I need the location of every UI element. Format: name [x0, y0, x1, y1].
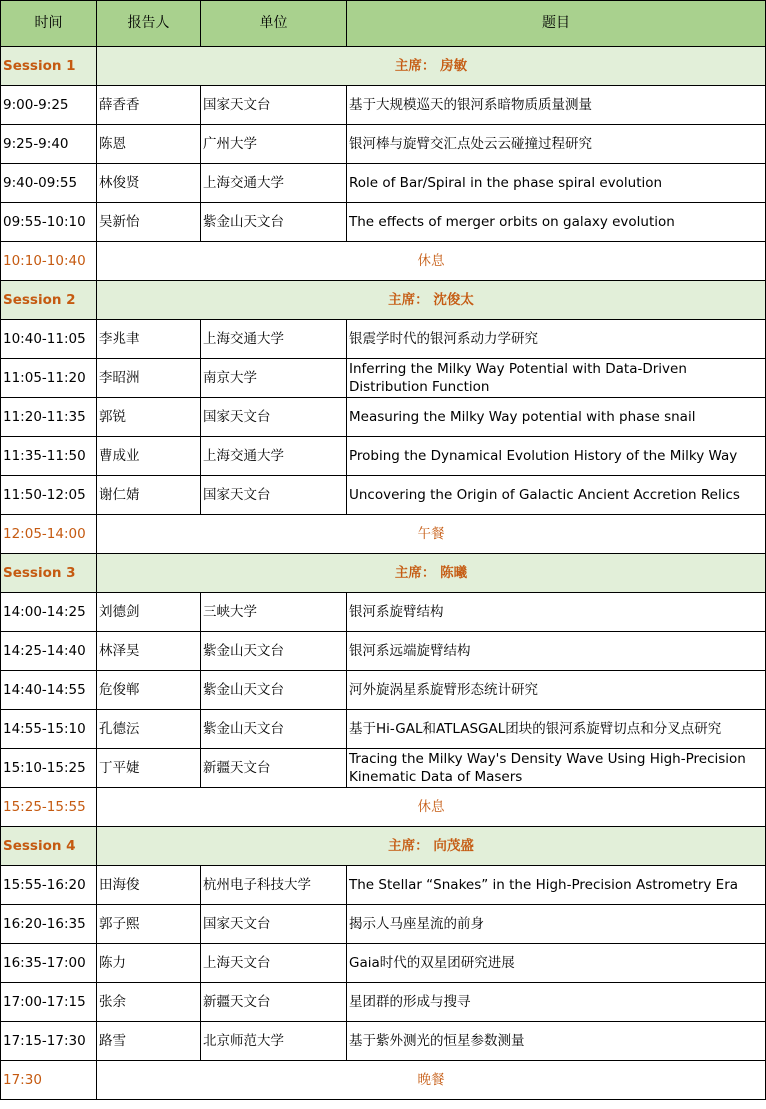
talk-row [1, 86, 766, 125]
talk-title: 揭示人马座星流的前身 [347, 905, 766, 944]
talk-unit: 紫金山天文台 [201, 203, 347, 242]
break-label: 晚餐 [97, 1061, 766, 1100]
break-label: 午餐 [97, 515, 766, 554]
break-time: 10:10-10:40 [1, 242, 97, 281]
talk-row [1, 437, 766, 476]
talk-time: 16:20-16:35 [1, 905, 97, 944]
talk-unit: 紫金山天文台 [201, 632, 347, 671]
talk-unit: 上海交通大学 [201, 320, 347, 359]
talk-time: 09:55-10:10 [1, 203, 97, 242]
header-time: 时间 [1, 1, 97, 47]
talk-time: 11:35-11:50 [1, 437, 97, 476]
talk-row [1, 710, 766, 749]
talk-row [1, 125, 766, 164]
talk-speaker: 林俊贤 [97, 164, 201, 203]
talk-unit: 新疆天文台 [201, 749, 347, 788]
break-row [1, 515, 766, 554]
talk-title: 基于大规模巡天的银河系暗物质质量测量 [347, 86, 766, 125]
talk-title: Gaia时代的双星团研究进展 [347, 944, 766, 983]
header-unit: 单位 [201, 1, 347, 47]
talk-speaker: 丁平婕 [97, 749, 201, 788]
talk-title: Role of Bar/Spiral in the phase spiral evolution [347, 164, 766, 203]
talk-speaker: 林泽昊 [97, 632, 201, 671]
talk-time: 15:10-15:25 [1, 749, 97, 788]
talk-title: The effects of merger orbits on galaxy evolution [347, 203, 766, 242]
talk-unit: 紫金山天文台 [201, 710, 347, 749]
talk-row [1, 905, 766, 944]
break-row [1, 788, 766, 827]
header-speaker: 报告人 [97, 1, 201, 47]
session-name: Session 1 [1, 47, 97, 86]
talk-speaker: 陈恩 [97, 125, 201, 164]
break-label: 休息 [97, 788, 766, 827]
talk-speaker: 田海俊 [97, 866, 201, 905]
talk-speaker: 张余 [97, 983, 201, 1022]
talk-row [1, 671, 766, 710]
talk-time: 9:25-9:40 [1, 125, 97, 164]
talk-unit: 国家天文台 [201, 86, 347, 125]
talk-speaker: 郭子熙 [97, 905, 201, 944]
talk-unit: 国家天文台 [201, 905, 347, 944]
talk-title: 基于紫外测光的恒星参数测量 [347, 1022, 766, 1061]
talk-row [1, 749, 766, 788]
talk-unit: 国家天文台 [201, 476, 347, 515]
talk-time: 14:00-14:25 [1, 593, 97, 632]
talk-title: Uncovering the Origin of Galactic Ancient Accretion Relics [347, 476, 766, 515]
talk-time: 10:40-11:05 [1, 320, 97, 359]
talk-speaker: 郭锐 [97, 398, 201, 437]
session-chair: 主席： 沈俊太 [97, 281, 766, 320]
talk-row [1, 1022, 766, 1061]
talk-title: Probing the Dynamical Evolution History of the Milky Way [347, 437, 766, 476]
talk-speaker: 陈力 [97, 944, 201, 983]
talk-time: 11:20-11:35 [1, 398, 97, 437]
talk-time: 14:55-15:10 [1, 710, 97, 749]
talk-unit: 上海交通大学 [201, 164, 347, 203]
talk-title: Measuring the Milky Way potential with phase snail [347, 398, 766, 437]
talk-title: 银河棒与旋臂交汇点处云云碰撞过程研究 [347, 125, 766, 164]
talk-speaker: 李兆聿 [97, 320, 201, 359]
talk-row [1, 203, 766, 242]
talk-row [1, 944, 766, 983]
talk-unit: 杭州电子科技大学 [201, 866, 347, 905]
talk-speaker: 薛香香 [97, 86, 201, 125]
talk-speaker: 谢仁婧 [97, 476, 201, 515]
talk-unit: 上海交通大学 [201, 437, 347, 476]
break-time: 15:25-15:55 [1, 788, 97, 827]
talk-time: 17:00-17:15 [1, 983, 97, 1022]
talk-speaker: 李昭洲 [97, 359, 201, 398]
talk-time: 11:05-11:20 [1, 359, 97, 398]
talk-time: 11:50-12:05 [1, 476, 97, 515]
talk-time: 14:25-14:40 [1, 632, 97, 671]
talk-unit: 北京师范大学 [201, 1022, 347, 1061]
talk-time: 9:40-09:55 [1, 164, 97, 203]
talk-row [1, 632, 766, 671]
talk-title: The Stellar “Snakes” in the High-Precision Astrometry Era [347, 866, 766, 905]
talk-unit: 南京大学 [201, 359, 347, 398]
talk-title: 星团群的形成与搜寻 [347, 983, 766, 1022]
session-chair: 主席： 向茂盛 [97, 827, 766, 866]
talk-speaker: 吴新怡 [97, 203, 201, 242]
talk-time: 9:00-9:25 [1, 86, 97, 125]
session-name: Session 4 [1, 827, 97, 866]
session-chair: 主席： 陈曦 [97, 554, 766, 593]
talk-row [1, 320, 766, 359]
talk-row [1, 983, 766, 1022]
talk-time: 16:35-17:00 [1, 944, 97, 983]
break-row [1, 1061, 766, 1100]
talk-title: 河外旋涡星系旋臂形态统计研究 [347, 671, 766, 710]
talk-unit: 三峡大学 [201, 593, 347, 632]
talk-row [1, 593, 766, 632]
talk-row [1, 164, 766, 203]
talk-title: Tracing the Milky Way's Density Wave Using High-Precision Kinematic Data of Masers [347, 749, 766, 788]
talk-speaker: 曹成业 [97, 437, 201, 476]
talk-title: 银河系远端旋臂结构 [347, 632, 766, 671]
talk-speaker: 危俊郸 [97, 671, 201, 710]
talk-unit: 广州大学 [201, 125, 347, 164]
talk-unit: 紫金山天文台 [201, 671, 347, 710]
break-label: 休息 [97, 242, 766, 281]
talk-row [1, 359, 766, 398]
session-row [1, 554, 766, 593]
talk-title: Inferring the Milky Way Potential with Data-Driven Distribution Function [347, 359, 766, 398]
talk-unit: 上海天文台 [201, 944, 347, 983]
session-name: Session 2 [1, 281, 97, 320]
talk-row [1, 476, 766, 515]
header-title: 题目 [347, 1, 766, 47]
talk-title: 基于Hi-GAL和ATLASGAL团块的银河系旋臂切点和分叉点研究 [347, 710, 766, 749]
talk-row [1, 398, 766, 437]
session-row [1, 281, 766, 320]
talk-speaker: 刘德剑 [97, 593, 201, 632]
break-time: 12:05-14:00 [1, 515, 97, 554]
session-chair: 主席： 房敏 [97, 47, 766, 86]
talk-time: 15:55-16:20 [1, 866, 97, 905]
session-row [1, 47, 766, 86]
break-time: 17:30 [1, 1061, 97, 1100]
talk-title: 银震学时代的银河系动力学研究 [347, 320, 766, 359]
talk-time: 17:15-17:30 [1, 1022, 97, 1061]
session-row [1, 827, 766, 866]
header-row [1, 1, 766, 47]
talk-speaker: 孔德沄 [97, 710, 201, 749]
talk-row [1, 866, 766, 905]
talk-speaker: 路雪 [97, 1022, 201, 1061]
talk-unit: 国家天文台 [201, 398, 347, 437]
talk-time: 14:40-14:55 [1, 671, 97, 710]
break-row [1, 242, 766, 281]
session-name: Session 3 [1, 554, 97, 593]
talk-unit: 新疆天文台 [201, 983, 347, 1022]
talk-title: 银河系旋臂结构 [347, 593, 766, 632]
